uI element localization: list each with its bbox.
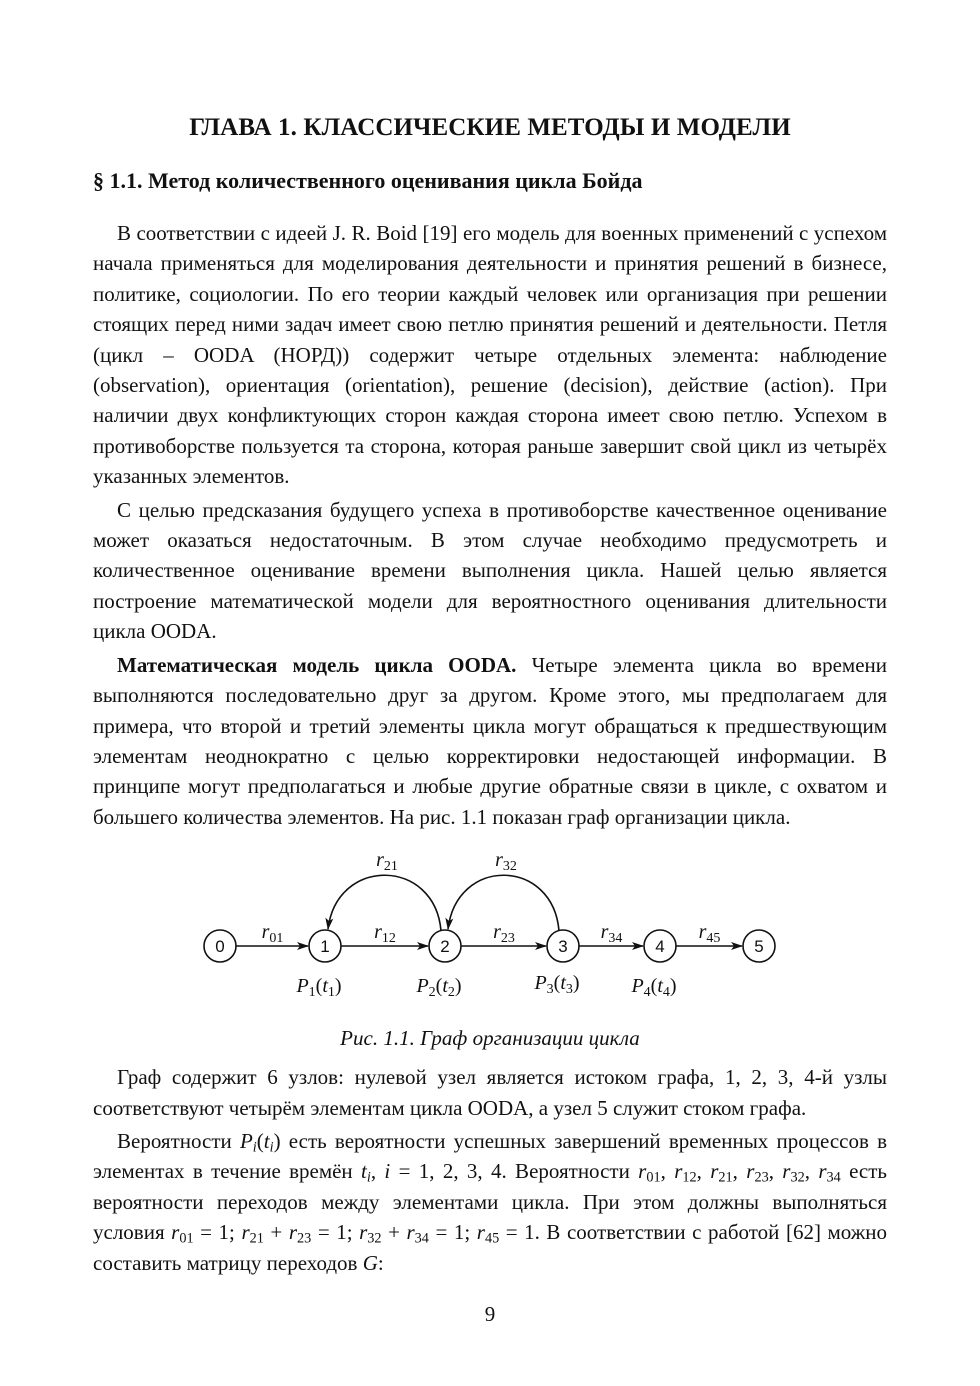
edge-back-2-1: [328, 875, 441, 931]
p5-sub-32: 32: [790, 1169, 805, 1186]
edge-label-forward-45: $r_{45}$: [698, 921, 721, 947]
p5-text-c: = 1, 2, 3, 4. Вероятности: [390, 1159, 639, 1184]
graph-node-label-2: 2: [440, 937, 450, 957]
page-body: [93, 112, 887, 1278]
figure-graph: [93, 846, 887, 1018]
p5-sub-21: 21: [718, 1169, 733, 1186]
edge-label-back-21: $r_{21}$: [376, 849, 398, 875]
p5-r: r: [674, 1159, 683, 1184]
p5-sub-i-3: i: [366, 1169, 371, 1186]
p5-plus: +: [381, 1220, 407, 1245]
node-prob-label-1: $P_1(t_1)$: [296, 975, 342, 1001]
p5-sub-23: 23: [297, 1230, 312, 1247]
p5-r: r: [746, 1159, 755, 1184]
p5-eq-last: = 1: [499, 1220, 535, 1245]
p5-eq: = 1;: [193, 1220, 242, 1245]
paragraph-4: Граф содержит 6 узлов: нулевой узел является истоком графа, 1, 2, 3, 4-й узлы соответствуют четырём элементам цикла OODA, а узел 5 служит стоком графа.: [93, 1065, 887, 1120]
p5-sub-32: 32: [367, 1230, 382, 1247]
p5-sub-45: 45: [484, 1230, 500, 1247]
graph-diagram: [93, 846, 887, 1018]
graph-node-label-4: 4: [655, 937, 665, 957]
graph-node-label-1: 1: [320, 937, 330, 957]
edge-label-forward-12: $r_{12}$: [374, 921, 396, 947]
p5-text-a: Вероятности: [117, 1128, 240, 1153]
edge-label-forward-34: $r_{34}$: [600, 921, 623, 947]
p5-var-G: G: [362, 1250, 378, 1275]
p5-eq: = 1;: [428, 1220, 477, 1245]
p5-r: r: [288, 1220, 298, 1245]
paragraph-1: В соответствии с идеей J. R. Boid [19] его модель для военных применений с успехом начала применяться для моделирования деятельности и принятия решений в бизнесе, политике, социологии. По его теории каждый человек или организация при решении стоящих перед ними задач имеет свою петлю принятия решений и деятельности. Петля (цикл – OODA (НОРД)) содержит четыре отдельных элемента: наблюдение (observation), ориентация (orientation), решение (decision), действие (action). При наличии двух конфликтующих сторон каждая сторона имеет свою петлю. Успехом в противоборстве пользуется та сторона, которая раньше завершит свой цикл из четырёх указанных элементов.: [93, 221, 887, 489]
node-prob-label-3: $P_3(t_3)$: [534, 972, 580, 998]
p5-text-b: есть вероятности успешных завершений временных процессов в элементах в течение времён: [93, 1128, 887, 1184]
p5-var-t: t: [263, 1128, 270, 1153]
p5-sub-01: 01: [179, 1230, 194, 1247]
p5-sub-34: 34: [414, 1230, 429, 1247]
node-prob-label-2: $P_2(t_2)$: [416, 975, 462, 1001]
node-prob-label-4: $P_4(t_4)$: [631, 975, 677, 1001]
p5-r: r: [710, 1159, 719, 1184]
page-number: 9: [484, 1302, 496, 1326]
p5-r: r: [359, 1220, 368, 1245]
p5-sub-i: i: [252, 1139, 257, 1156]
p5-colon: :: [377, 1250, 384, 1275]
paragraph-3-heading: Математическая модель цикла OODA.: [117, 652, 517, 677]
p5-sub-12: 12: [682, 1169, 697, 1186]
p5-r: r: [241, 1220, 250, 1245]
graph-node-label-3: 3: [558, 937, 568, 957]
chapter-title: ГЛАВА 1. КЛАССИЧЕСКИЕ МЕТОДЫ И МОДЕЛИ: [189, 114, 791, 141]
p5-sub-21: 21: [249, 1230, 264, 1247]
p5-r: r: [406, 1220, 415, 1245]
p5-sub-23: 23: [754, 1169, 769, 1186]
p5-var-P: P: [239, 1128, 253, 1153]
p5-sub-01: 01: [646, 1169, 661, 1186]
edge-back-3-2: [448, 875, 559, 931]
edge-label-forward-23: $r_{23}$: [493, 921, 515, 947]
figure-caption: Рис. 1.1. Граф организации цикла: [340, 1026, 640, 1051]
p5-sub-i-2: i: [269, 1139, 274, 1156]
p5-var-t-2: t: [361, 1159, 367, 1184]
paragraph-3: [93, 650, 887, 832]
p5-r: r: [476, 1220, 485, 1245]
p5-text-e: . В соответствии с работой [62] можно составить матрицу переходов: [93, 1220, 888, 1275]
p5-sub-34: 34: [826, 1169, 841, 1186]
graph-node-label-0: 0: [215, 937, 225, 957]
edge-label-forward-01: $r_{01}$: [261, 921, 284, 947]
graph-node-label-5: 5: [754, 937, 764, 957]
p5-r: r: [818, 1159, 827, 1184]
p5-eq: = 1;: [311, 1220, 360, 1245]
p5-var-i: i: [384, 1159, 391, 1184]
edge-label-back-32: $r_{32}$: [495, 849, 517, 875]
paragraph-5: Вероятности $P_i(t_i)$ есть вероятности успешных завершений временных процессов в элементах в течение времён $t_i$, i = 1, 2, 3, 4. Вероятности $r_{01}$, $r_{12}$, $r_{21}$, $r_{23}$, $r_{32}$, $r_{34}$ есть вероятности переходов между элементами цикла. При этом должны выполняться условия $r_{01} = 1$; $r_{21} + r_{23} = 1$; $r_{32} + r_{34} = 1$; $r_{45} = 1$. В соответствии с работой [62] можно составить матрицу переходов G:: [93, 1128, 888, 1275]
section-title: § 1.1. Метод количественного оценивания цикла Бойда: [93, 168, 643, 193]
p5-r: r: [638, 1159, 647, 1184]
paragraph-2: С целью предсказания будущего успеха в противоборстве качественное оценивание может оказаться недостаточным. В этом случае необходимо предусмотреть и количественное оценивание времени выполнения цикла. Нашей целью является построение математической модели для вероятностного оценивания длительности цикла OODA.: [93, 497, 887, 644]
p5-r: r: [782, 1159, 791, 1184]
p5-plus: +: [263, 1220, 289, 1245]
p5-text-d: есть вероятности переходов между элементами цикла. При этом должны выполняться условия: [93, 1159, 888, 1245]
p5-r: r: [171, 1220, 180, 1245]
paragraph-3-text: Четыре элемента цикла во времени выполняются последовательно друг за другом. Кроме этого, мы предполагаем для примера, что второй и третий элементы цикла могут обращаться к предшествующим элементам неоднократно с целью корректировки недостающей информации. В принципе могут предполагаться и любые другие обратные связи в цикле, с охватом и большего количества элементов. На рис. 1.1 показан граф организации цикла.: [93, 652, 887, 829]
